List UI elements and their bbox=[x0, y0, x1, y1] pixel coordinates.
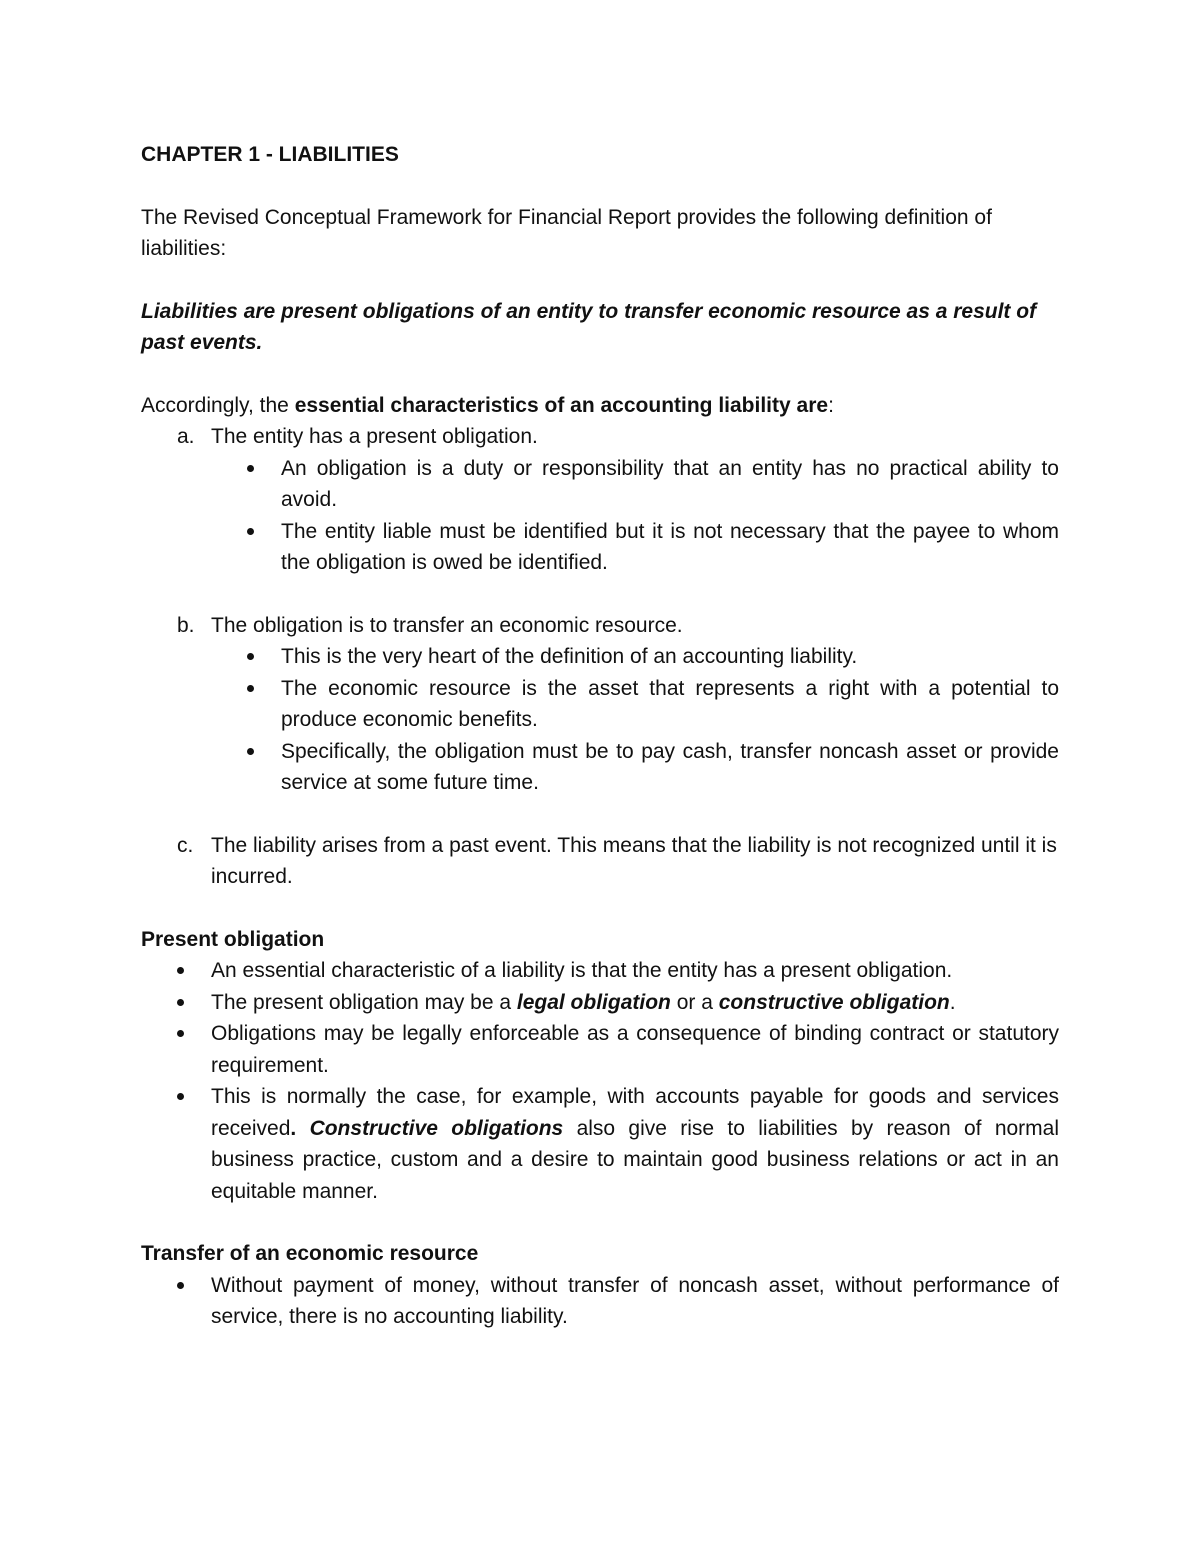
intro-paragraph: The Revised Conceptual Framework for Financial Report provides the following definition of liabilities: bbox=[141, 205, 992, 260]
section-heading-transfer: Transfer of an economic resource bbox=[141, 1242, 479, 1265]
characteristic-item bbox=[141, 830, 1059, 893]
bullet-icon bbox=[247, 748, 254, 755]
present-obligation-list bbox=[141, 955, 1059, 1207]
list-marker: c. bbox=[177, 833, 194, 857]
bullet-icon bbox=[247, 685, 254, 692]
sub-bullet-list bbox=[211, 453, 1059, 579]
sub-bullet-list bbox=[211, 641, 1059, 799]
list-marker: a. bbox=[177, 425, 195, 448]
characteristic-text: The entity has a present obligation. bbox=[211, 425, 538, 448]
constructive-obligations-term: Constructive obligations bbox=[309, 1116, 564, 1140]
bullet-icon bbox=[177, 1030, 184, 1037]
bullet-icon bbox=[177, 1282, 184, 1289]
characteristics-bold: essential characteristics of an accounting liability are bbox=[294, 393, 829, 417]
list-item: The entity liable must be identified but it is not necessary that the payee to whom the obligation is owed be identified. bbox=[141, 516, 1059, 579]
liability-definition: Liabilities are present obligations of an entity to transfer economic resource as a result of past events. bbox=[141, 299, 1037, 354]
list-item: The economic resource is the asset that represents a right with a potential to produce economic benefits. bbox=[141, 673, 1059, 736]
bullet-icon bbox=[247, 465, 254, 472]
characteristics-lead: Accordingly, the essential characteristics of an accounting liability are: bbox=[141, 393, 834, 417]
bullet-icon bbox=[177, 999, 184, 1006]
list-item: An obligation is a duty or responsibility that an entity has no practical ability to avoid. bbox=[141, 453, 1059, 516]
constructive-obligation-term: constructive obligation bbox=[718, 990, 950, 1014]
characteristics-list bbox=[141, 421, 1059, 893]
list-item: Obligations may be legally enforceable as a consequence of binding contract or statutory requirement. bbox=[141, 1018, 1059, 1081]
legal-obligation-term: legal obligation bbox=[516, 990, 671, 1014]
section-heading-present-obligation: Present obligation bbox=[141, 927, 325, 951]
characteristic-text: The obligation is to transfer an economic resource. bbox=[211, 613, 683, 637]
document-body bbox=[141, 139, 1059, 1333]
characteristic-text: The liability arises from a past event. This means that the liability is not recognized until it is incurred. bbox=[211, 833, 1057, 888]
bullet-icon bbox=[247, 528, 254, 535]
list-item: Without payment of money, without transfer of noncash asset, without performance of service, there is no accounting liability. bbox=[141, 1270, 1059, 1333]
list-item: The present obligation may be a legal obligation or a constructive obligation. bbox=[141, 987, 1059, 1019]
list-item: An essential characteristic of a liability is that the entity has a present obligation. bbox=[141, 955, 1059, 987]
list-marker: b. bbox=[177, 613, 195, 637]
bullet-icon bbox=[247, 653, 254, 660]
characteristic-item bbox=[141, 610, 1059, 830]
list-item: Specifically, the obligation must be to pay cash, transfer noncash asset or provide service at some future time. bbox=[141, 736, 1059, 799]
list-item: This is normally the case, for example, with accounts payable for goods and services received. Constructive obligations also give rise to liabilities by reason of normal business practice, custom and a desire to maintain good business relations or act in an equitable manner. bbox=[141, 1081, 1059, 1207]
bullet-icon bbox=[177, 967, 184, 974]
bullet-icon bbox=[177, 1093, 184, 1100]
transfer-list bbox=[141, 1270, 1059, 1333]
list-item: This is the very heart of the definition of an accounting liability. bbox=[141, 641, 1059, 673]
characteristic-item bbox=[141, 421, 1059, 610]
chapter-title: CHAPTER 1 - LIABILITIES bbox=[141, 143, 399, 166]
